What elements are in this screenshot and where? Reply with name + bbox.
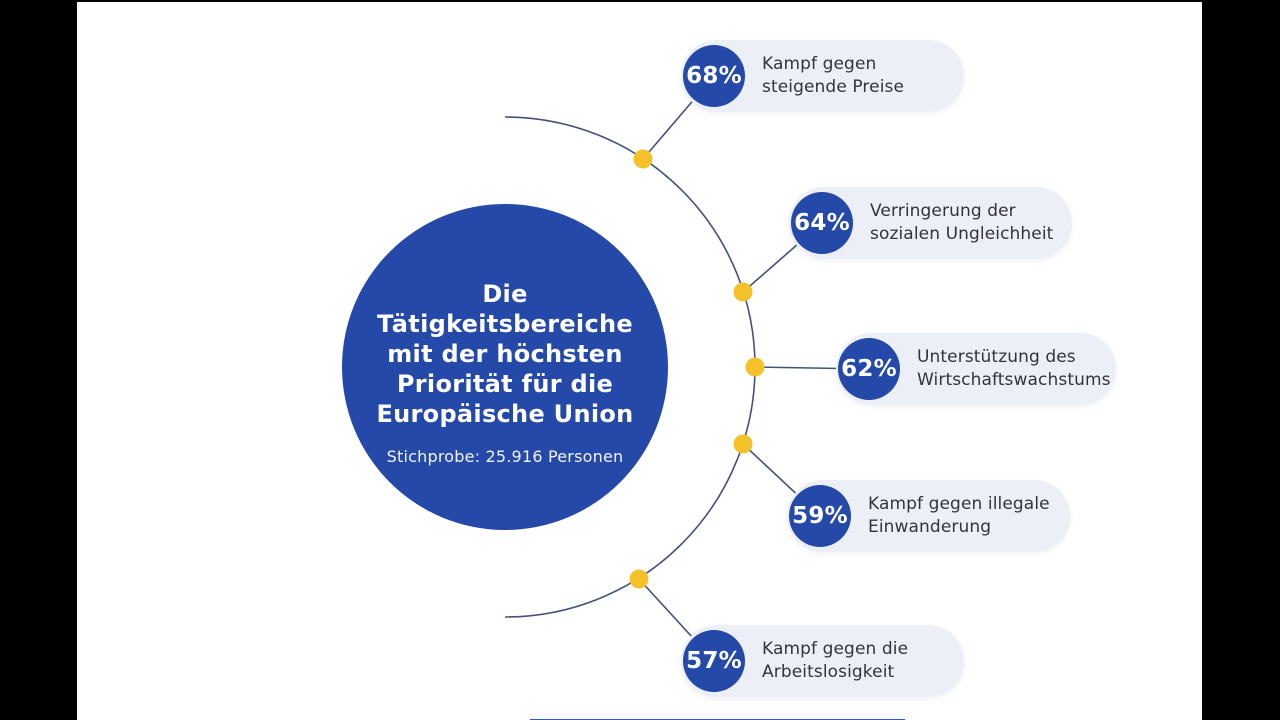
stat-label-2-line2: sozialen Ungleichheit [870, 224, 1054, 244]
connector-dot-4 [734, 435, 753, 454]
stat-pill-2 [789, 187, 1072, 259]
stat-label-5-line2: Arbeitslosigkeit [762, 662, 895, 682]
center-title-line: Priorität für die [396, 369, 614, 398]
stat-percent-circle-1: 68% [683, 45, 745, 107]
stat-label-2 [870, 200, 1071, 246]
stat-label-3-line1: Unterstützung des [917, 347, 1076, 367]
center-title-line: Die [482, 279, 528, 308]
center-title-line: Tätigkeitsbereiche [377, 309, 633, 338]
stat-label-5 [762, 638, 926, 684]
stat-percent-circle-3: 62% [838, 338, 900, 400]
connector-dot-1 [634, 150, 653, 169]
center-title [376, 279, 633, 429]
infographic-canvas [77, 0, 1202, 720]
stat-pill-5 [681, 625, 964, 697]
stat-label-5-line1: Kampf gegen die [762, 639, 909, 659]
stat-pill-4 [787, 480, 1070, 552]
center-title-line: Europäische Union [376, 399, 634, 428]
stat-label-3 [917, 346, 1129, 392]
stat-pill-3 [836, 333, 1116, 405]
center-circle [342, 204, 668, 530]
stat-percent-circle-4: 59% [789, 485, 851, 547]
stat-percent-circle-2: 64% [791, 192, 853, 254]
connector-dot-2 [734, 283, 753, 302]
center-title-line: mit der höchsten [387, 339, 623, 368]
stat-percent-circle-5: 57% [683, 630, 745, 692]
stat-label-1-line1: Kampf gegen [762, 54, 877, 74]
stat-label-4-line1: Kampf gegen illegale [868, 494, 1050, 514]
letterbox-right [1202, 0, 1280, 720]
stat-label-1-line2: steigende Preise [762, 77, 905, 97]
stat-label-4 [868, 493, 1068, 539]
connector-dot-5 [630, 570, 649, 589]
stat-label-4-line2: Einwanderung [868, 517, 992, 537]
letterbox-left [0, 0, 77, 720]
connector-dot-3 [746, 358, 765, 377]
stat-label-2-line1: Verringerung der [870, 201, 1016, 221]
stat-label-3-line2: Wirtschaftswachstums [917, 370, 1111, 390]
center-subtitle: Stichprobe: 25.916 Personen [386, 446, 624, 466]
stat-pill-1 [681, 40, 964, 112]
stat-label-1 [762, 53, 922, 99]
